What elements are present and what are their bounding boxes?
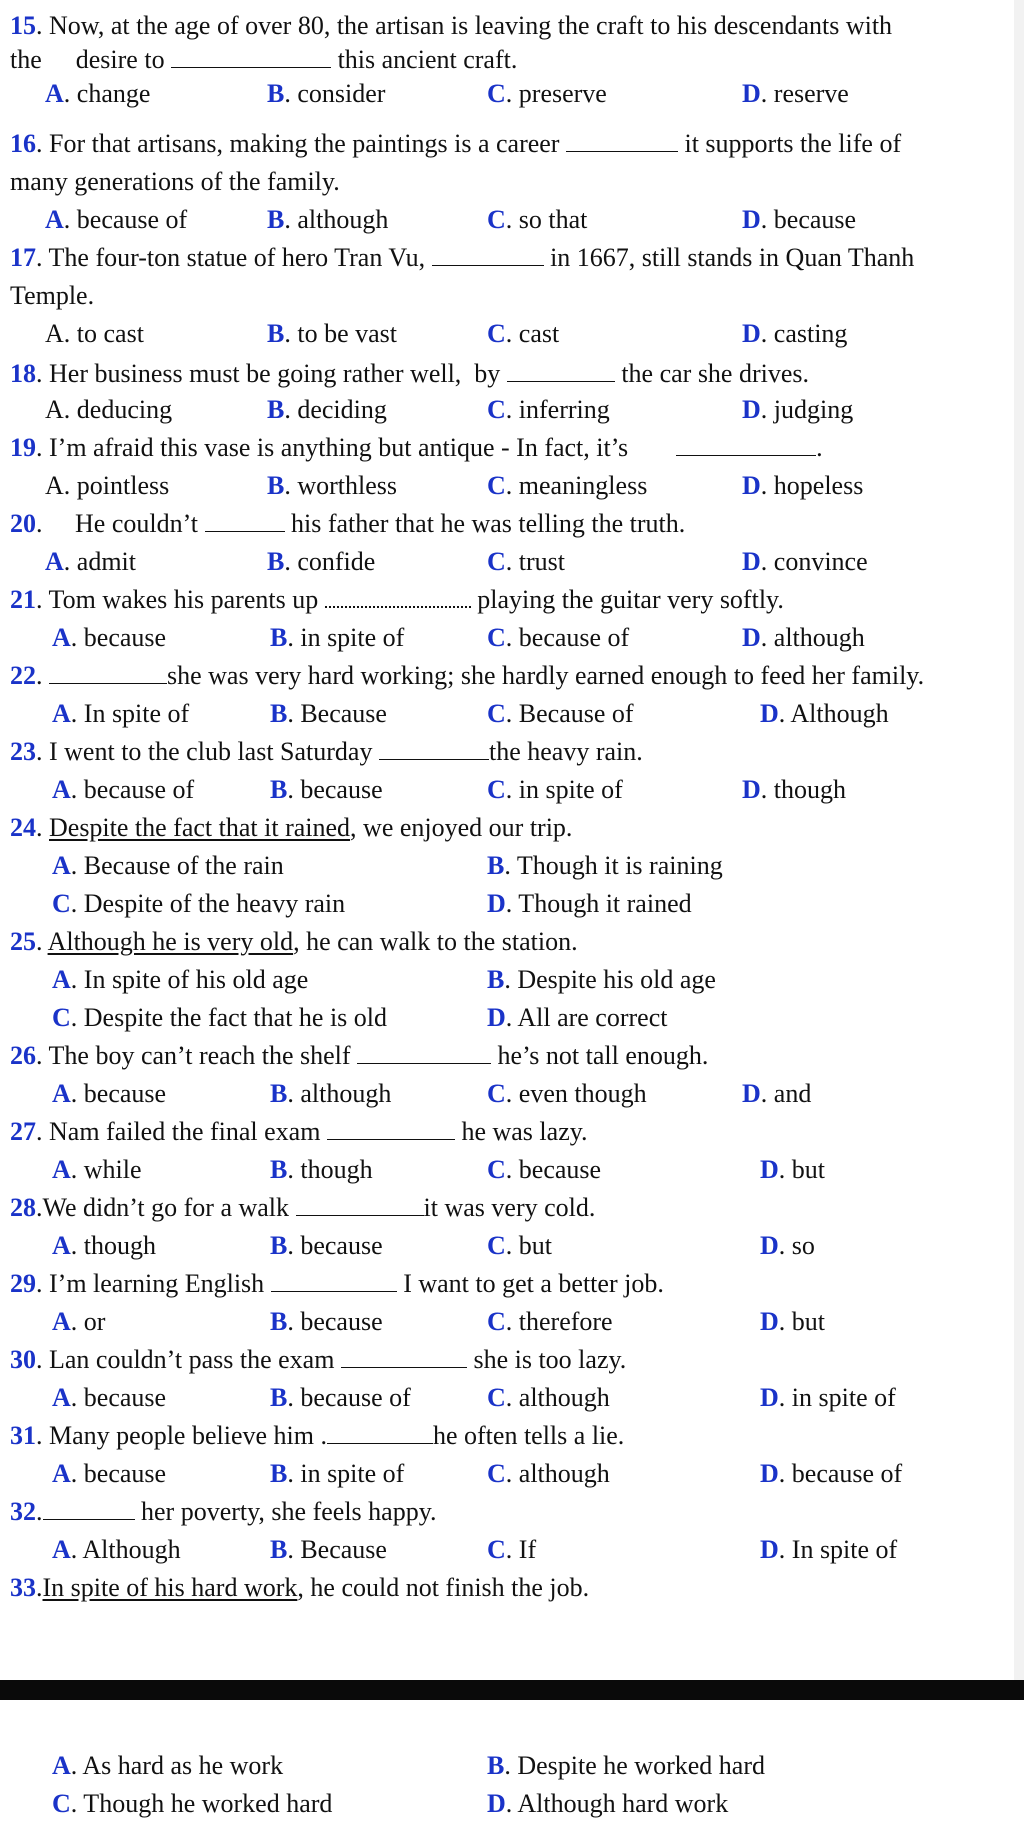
- question-text: .: [36, 1573, 43, 1602]
- question-number: 28: [10, 1193, 36, 1222]
- question-number: 21: [10, 585, 36, 614]
- option-b: B. to be vast: [267, 319, 397, 348]
- option-d: D. because: [742, 205, 857, 234]
- option-a: A. because: [52, 1079, 167, 1108]
- question-text: his father that he was telling the truth.: [291, 509, 686, 538]
- option-b: B. Though it is raining: [487, 851, 723, 880]
- question-number: 20: [10, 509, 36, 538]
- question-19: [10, 430, 1010, 466]
- question-text: in 1667, still stands in Quan Thanh: [550, 243, 915, 272]
- option-d: D. because of: [760, 1459, 903, 1488]
- option-d: D. casting: [742, 319, 848, 348]
- question-17-line2: [10, 278, 1010, 314]
- question-text: he’s not tall enough.: [497, 1041, 709, 1070]
- option-d: D. reserve: [742, 79, 849, 108]
- question-text: Temple.: [10, 281, 95, 310]
- option-c: C. because of: [487, 623, 630, 652]
- question-number: 31: [10, 1421, 36, 1450]
- option-a: A. though: [52, 1231, 157, 1260]
- option-a: A. In spite of: [52, 699, 190, 728]
- option-c: C. meaningless: [487, 471, 648, 500]
- option-b: B. because of: [270, 1383, 411, 1412]
- answer-blank: [271, 1267, 397, 1292]
- option-a: A. pointless: [45, 471, 170, 500]
- question-number: 26: [10, 1041, 36, 1070]
- option-b: B. deciding: [267, 395, 387, 424]
- option-b: B. confide: [267, 547, 376, 576]
- option-b: B. because: [270, 1307, 383, 1336]
- question-number: 15: [10, 11, 36, 40]
- question-15-line2: [10, 42, 1010, 78]
- question-text: . Nam failed the final exam: [36, 1117, 321, 1146]
- option-b: B. because: [270, 1231, 383, 1260]
- question-text: the heavy rain.: [488, 737, 643, 766]
- question-text: her poverty, she feels happy.: [141, 1497, 437, 1526]
- question-17: [10, 240, 1010, 276]
- option-d: D. Though it rained: [487, 889, 692, 918]
- question-text: it was very cold.: [423, 1193, 596, 1222]
- option-d: D. and: [742, 1079, 812, 1108]
- answer-blank: [341, 1343, 467, 1368]
- question-16-line2: [10, 164, 1010, 200]
- question-number: 22: [10, 661, 36, 690]
- option-c: C. cast: [487, 319, 560, 348]
- option-a: A. while: [52, 1155, 142, 1184]
- question-text: . I’m learning English: [36, 1269, 265, 1298]
- question-number: 27: [10, 1117, 36, 1146]
- question-text: . Tom wakes his parents up: [36, 585, 319, 614]
- option-a: A. or: [52, 1307, 106, 1336]
- question-text: this ancient craft.: [337, 45, 518, 74]
- answer-blank: [676, 431, 816, 456]
- answer-blank: [379, 735, 489, 760]
- answer-blank: [325, 582, 471, 608]
- option-a: A. because of: [45, 205, 188, 234]
- option-c: C. but: [487, 1231, 553, 1260]
- question-text: . I went to the club last Saturday: [36, 737, 373, 766]
- option-a: A. change: [45, 79, 151, 108]
- answer-blank: [566, 127, 678, 152]
- question-26: [10, 1038, 1010, 1074]
- question-text: . The boy can’t reach the shelf: [36, 1041, 351, 1070]
- question-number: 32: [10, 1497, 36, 1526]
- question-text: he often tells a lie.: [432, 1421, 625, 1450]
- option-d: D. convince: [742, 547, 868, 576]
- option-c: C. although: [487, 1383, 610, 1412]
- question-text: .: [36, 661, 43, 690]
- option-b: B. Because: [270, 1535, 387, 1564]
- answer-blank: [296, 1191, 424, 1216]
- option-c: C. even though: [487, 1079, 647, 1108]
- continuation-page: [0, 1700, 1024, 1827]
- question-23: [10, 734, 1010, 770]
- option-a: A. As hard as he work: [52, 1751, 284, 1780]
- question-number: 23: [10, 737, 36, 766]
- question-text: . Now, at the age of over 80, the artisan is leaving the craft to his descendants with: [36, 11, 893, 40]
- option-b: B. Because: [270, 699, 387, 728]
- answer-blank: [327, 1419, 433, 1444]
- question-32: [10, 1494, 1010, 1530]
- option-b: B. although: [267, 205, 389, 234]
- question-text: desire to: [75, 45, 165, 74]
- option-b: B. worthless: [267, 471, 398, 500]
- question-text: playing the guitar very softly.: [477, 585, 784, 614]
- answer-blank: [171, 43, 331, 68]
- question-text: . Lan couldn’t pass the exam: [36, 1345, 335, 1374]
- option-c: C. therefore: [487, 1307, 613, 1336]
- question-number: 30: [10, 1345, 36, 1374]
- question-22: [10, 658, 1010, 694]
- question-27: [10, 1114, 1010, 1150]
- question-number: 33: [10, 1573, 36, 1602]
- question-number: 18: [10, 359, 36, 388]
- option-c: C. so that: [487, 205, 588, 234]
- option-b: B. Despite his old age: [487, 965, 716, 994]
- question-text: she is too lazy.: [473, 1345, 627, 1374]
- option-c: C. because: [487, 1155, 602, 1184]
- option-d: D. though: [742, 775, 847, 804]
- page-edge: [1014, 0, 1024, 1827]
- option-c: C. Despite the fact that he is old: [52, 1003, 388, 1032]
- answer-blank: [432, 241, 544, 266]
- option-d: D. so: [760, 1231, 815, 1260]
- option-d: D. In spite of: [760, 1535, 898, 1564]
- option-c: C. in spite of: [487, 775, 623, 804]
- question-text: . He couldn’t: [36, 509, 198, 538]
- question-15: [10, 8, 1010, 44]
- answer-blank: [327, 1115, 455, 1140]
- question-text: .: [816, 433, 823, 462]
- option-a: A. In spite of his old age: [52, 965, 309, 994]
- option-d: D. but: [760, 1155, 826, 1184]
- option-b: B. because: [270, 775, 383, 804]
- option-c: C. although: [487, 1459, 610, 1488]
- question-text: it supports the life of: [684, 129, 902, 158]
- option-c: C. Though he worked hard: [52, 1789, 333, 1818]
- option-b: B. consider: [267, 79, 386, 108]
- question-16: [10, 126, 1010, 162]
- option-a: A. because: [52, 623, 167, 652]
- question-number: 29: [10, 1269, 36, 1298]
- option-d: D. hopeless: [742, 471, 864, 500]
- option-d: D. although: [742, 623, 865, 652]
- question-text: . I’m afraid this vase is anything but antique - In fact, it’s: [36, 433, 629, 462]
- option-b: B. in spite of: [270, 1459, 405, 1488]
- question-text: I want to get a better job.: [403, 1269, 664, 1298]
- option-a: A. to cast: [45, 319, 144, 348]
- option-d: D. in spite of: [760, 1383, 896, 1412]
- option-b: B. though: [270, 1155, 373, 1184]
- option-a: A. because: [52, 1383, 167, 1412]
- option-a: A. admit: [45, 547, 136, 576]
- question-text: , he could not finish the job.: [297, 1573, 590, 1602]
- option-a: A. Because of the rain: [52, 851, 284, 880]
- answer-blank: [49, 659, 167, 684]
- question-21: [10, 582, 1010, 618]
- answer-blank: [43, 1495, 135, 1520]
- option-d: D. All are correct: [487, 1003, 668, 1032]
- question-number: 25: [10, 927, 36, 956]
- question-33: [10, 1570, 1010, 1606]
- question-text: many generations of the family.: [10, 167, 340, 196]
- option-c: C. preserve: [487, 79, 607, 108]
- question-text: the car she drives.: [621, 359, 810, 388]
- option-d: D. but: [760, 1307, 826, 1336]
- option-b: B. although: [270, 1079, 392, 1108]
- question-text: . For that artisans, making the paintings is a career: [36, 129, 560, 158]
- question-18: [10, 356, 1010, 392]
- option-d: D. Although: [760, 699, 889, 728]
- question-text: he was lazy.: [461, 1117, 588, 1146]
- question-24: 24. Despite the fact that it rained, we enjoyed our trip.: [10, 813, 573, 842]
- question-28: [10, 1190, 1010, 1226]
- underlined-phrase: In spite of his hard work: [42, 1573, 298, 1602]
- answer-blank: [205, 507, 285, 532]
- question-text: she was very hard working; she hardly earned enough to feed her family.: [167, 661, 925, 690]
- answer-blank: [357, 1039, 491, 1064]
- option-b: B. Despite he worked hard: [487, 1751, 765, 1780]
- option-a: A. Although: [52, 1535, 181, 1564]
- screenshot-divider: [0, 1680, 1024, 1700]
- option-c: C. Because of: [487, 699, 634, 728]
- question-29: [10, 1266, 1010, 1302]
- question-text: , we enjoyed our trip.: [350, 813, 573, 842]
- question-text: , he can walk to the station.: [293, 927, 578, 956]
- option-c: C. trust: [487, 547, 566, 576]
- question-number: 19: [10, 433, 36, 462]
- option-c: C. inferring: [487, 395, 610, 424]
- underlined-phrase: Despite the fact that it rained: [49, 813, 351, 842]
- question-text: . Her business must be going rather well, by: [36, 359, 501, 388]
- option-a: A. because of: [52, 775, 195, 804]
- question-text: .: [36, 1497, 43, 1526]
- question-text: .We didn’t go for a walk: [36, 1193, 290, 1222]
- question-text: the: [10, 45, 42, 74]
- option-a: A. because: [52, 1459, 167, 1488]
- option-d: D. judging: [742, 395, 854, 424]
- question-text: . The four-ton statue of hero Tran Vu,: [36, 243, 426, 272]
- question-number: 17: [10, 243, 36, 272]
- question-31: [10, 1418, 1010, 1454]
- question-30: [10, 1342, 1010, 1378]
- question-number: 16: [10, 129, 36, 158]
- question-25: 25. Although he is very old, he can walk to the station.: [10, 927, 578, 956]
- option-d: D. Although hard work: [487, 1789, 729, 1818]
- question-20: [10, 506, 1010, 542]
- question-number: 24: [10, 813, 36, 842]
- option-c: C. If: [487, 1535, 537, 1564]
- option-c: C. Despite of the heavy rain: [52, 889, 346, 918]
- option-a: A. deducing: [45, 395, 173, 424]
- underlined-phrase: Although he is very old: [47, 927, 294, 956]
- answer-blank: [507, 357, 615, 382]
- option-b: B. in spite of: [270, 623, 405, 652]
- question-text: . Many people believe him .: [36, 1421, 327, 1450]
